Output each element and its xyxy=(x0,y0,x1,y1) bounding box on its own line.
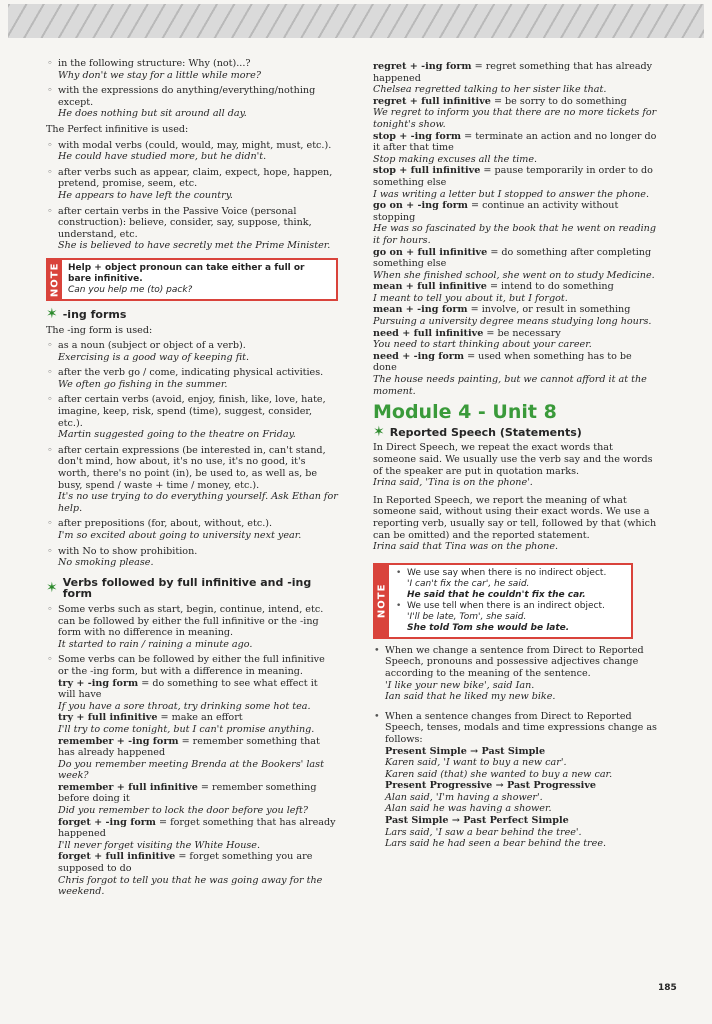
header-banner xyxy=(8,4,704,38)
star-icon: ✶ xyxy=(46,579,58,596)
list-item: ◦ Some verbs such as start, begin, continue, intend, etc. can be followed by either the full infinitive or the -ing form with no difference in meaning. It started to rain / raining a minute ago. xyxy=(46,604,338,650)
star-icon: ✶ xyxy=(46,305,58,322)
list-item: ◦ with the expressions do anything/everything/nothing except. He does nothing but sit around all day. xyxy=(46,85,338,120)
list-item: ◦ after verbs such as appear, claim, expect, hope, happen, pretend, promise, seem, etc. He appears to have left the country. xyxy=(46,167,338,202)
list-item: ◦ after certain expressions (be interested in, can't stand, don't mind, how about, it's no use, it's no good, it's worth, there's no point (in), be used to, as well as, be busy, spend / waste + time / money, etc.). It's no use trying to do everything yourself. Ask Ethan for help. xyxy=(46,445,338,515)
note-box-help: NOTE Help + object pronoun can take either a full or bare infinitive. Can you help me (to) pack? xyxy=(46,258,338,301)
module-title: Module 4 - Unit 8 xyxy=(373,401,557,424)
list-item: ◦ Some verbs can be followed by either the full infinitive or the -ing form, but with a difference in meaning. try + -ing form = do something to see what effect it will have If you have a sore throat, try drinking some hot tea. try + full infinitive = make an effort I'll try to come tonight, but I can't promise anything. remember + -ing form = remember something that has already happened Do you remember meeting Brenda at the Bookers' last week? remember + full infinitive = remember something before doing it Did you remember to lock the door before you left? forget + -ing form = forget something that has already happened I'll never forget visiting the White House. forget + full infinitive = forget something you are supposed to do Chris forgot to tell you that he was going away for the weekend. xyxy=(46,654,338,897)
section-heading-reported-speech: ✶ Reported Speech (Statements) xyxy=(373,423,582,440)
list-item: ◦ as a noun (subject or object of a verb). Exercising is a good way of keeping fit. xyxy=(46,340,338,363)
list-item: ◦ with No to show prohibition. No smoking please. xyxy=(46,546,338,569)
list-item: ◦ in the following structure: Why (not)...? Why don't we stay for a little while more? xyxy=(46,58,338,81)
list-item: • When a sentence changes from Direct to Reported Speech, tenses, modals and time expressions change as follows: Present Simple → Past Simple Karen said, 'I want to buy a new car'. Karen said (that) she wanted to buy a new car. Present Progressive → Past Progressive Alan said, 'I'm having a shower'. Alan said he was having a shower. Past Simple → Past Perfect Simple Lars said, 'I saw a bear behind the tree'. Lars said he had seen a bear behind the tree. xyxy=(373,711,657,850)
list-item: ◦ after certain verbs in the Passive Voice (personal construction): believe, consider, say, suppose, think, understand, etc. She is believed to have secretly met the Prime Minister. xyxy=(46,206,338,252)
list-item: • When we change a sentence from Direct to Reported Speech, pronouns and possessive adjectives change according to the meaning of the sentence. 'I like your new bike', said Ian. Ian said that he liked my new bike. xyxy=(373,645,657,703)
left-column: ◦ in the following structure: Why (not)...? Why don't we stay for a little while more? ◦ with the expressions do anything/everything/nothing except. He does nothing but sit around all day. The Perfect infinitive is used: ◦ with modal verbs (could, would, may, might, must, etc.). He could have studied more, but he didn't. ◦ after verbs such as appear, claim, expect, hope, happen, pretend, promise, seem, etc. He appears to have left the country. ◦ after certain verbs in the Passive Voice (personal construction): believe, consider, say, suppose, think, understand, etc. She is believed to have secretly met the Prime Minister. NOTE Help + object pronoun can take either a full or bare infinitive. Can you help me (to) pack? ✶ -ing forms The -ing form is used: ◦ as a noun (subject or object of a verb). Exercising is a good way of keeping fit. ◦ after the verb go / come, indicating physical activities. We often go fishing in the summer. ◦ after certain verbs (avoid, enjoy, finish, like, love, hate, imagine, keep, risk, spend (time), suggest, consider, etc.). Martin suggested going to the theatre on Friday. ◦ after certain expressions (be interested in, can't stand, don't mind, how about, it's no use, it's no good, it's worth, there's no point (in), be used to, as well as, be busy, spend / waste + time / money, etc.). It's no use trying to do everything yourself. Ask Ethan for help. ◦ after prepositions (for, about, without, etc.). I'm so excited about going to university next year. ◦ with No to show prohibition. No smoking please. ✶ Verbs followed by full infinitive and -ing form ◦ Some verbs such as start, begin, continue, intend, etc. can be followed by either the full infinitive or the -ing form with no difference in meaning. It started to rain / raining a minute ago. ◦ Some verbs can be followed by either the full infinitive or the -ing form, but with a difference in meaning. try + -ing form = do something to see what effect it will have If you have a sore throat, try drinking some hot tea. try + full infinitive = make an effort I'll try to come tonight, but I can't promise anything. remember + -ing form = remember something that has already happened Do you remember meeting Brenda at the Bookers' last week? remember + full infinitive = remember something before doing it Did you remember to lock the door before you left? forget + -ing form = forget something that has already happened I'll never forget visiting the White House. forget + full infinitive = forget something you are supposed to do Chris forgot to tell you that he was going away for the weekend. xyxy=(46,58,338,902)
section-heading-verbs-followed: ✶ Verbs followed by full infinitive and -ing form xyxy=(46,575,312,601)
note-tab: NOTE xyxy=(48,260,62,299)
note-tab: NOTE xyxy=(375,565,389,637)
list-item: ◦ after the verb go / come, indicating physical activities. We often go fishing in the summer. xyxy=(46,367,338,390)
right-column: regret + -ing form = regret something that has already happened Chelsea regretted talking to her sister like that. regret + full infinitive = be sorry to do something We regret to inform you that there are no more tickets for tonight's show. stop + -ing form = terminate an action and no longer do it after that time Stop making excuses all the time. stop + full infinitive = pause temporarily in order to do something else I was writing a letter but I stopped to answer the phone. go on + -ing form = continue an activity without stopping He was so fascinated by the book that he went on reading it for hours. go on + full infinitive = do something after completing something else When she finished school, she went on to study Medicine. mean + full infinitive = intend to do something I meant to tell you about it, but I forgot. mean + -ing form = involve, or result in something Pursuing a university degree means studying long hours. need + full infinitive = be necessary You need to start thinking about your career. need + -ing form = used when something has to be done The house needs painting, but we cannot afford it at the moment. Module 4 - Unit 8 ✶ Reported Speech (Statements) In Direct Speech, we repeat the exact words that someone said. We usually use the verb say and the words of the speaker are put in quotation marks. Irina said, 'Tina is on the phone'. In Reported Speech, we report the meaning of what someone said, without using their exact words. We use a reporting verb, usually say or tell, followed by that (which can be omitted) and the reported statement. Irina said that Tina was on the phone. NOTE • We use say when there is no indirect object. 'I can't fix the car', he said. He said that he couldn't fix the car. • We use tell when there is an indirect object. 'I'll be late, Tom', she said. She told Tom she would be late. • When we change a sentence from Direct to Reported Speech, pronouns and possessive adjectives change according to the meaning of the sentence. 'I like your new bike', said Ian. Ian said that he liked my new bike. • When a sentence changes from Direct to Reported Speech, tenses, modals and time expressions change as follows: Present Simple → Past Simple Karen said, 'I want to buy a new car'. Karen said (that) she wanted to buy a new car. Present Progressive → Past Progressive Alan said, 'I'm having a shower'. Alan said he was having a shower. Past Simple → Past Perfect Simple Lars said, 'I saw a bear behind the tree'. Lars said he had seen a bear behind the tree. xyxy=(373,61,657,854)
section-heading-ing-forms: ✶ -ing forms xyxy=(46,305,127,322)
list-item: ◦ after prepositions (for, about, without, etc.). I'm so excited about going to university next year. xyxy=(46,518,338,541)
page-number: 185 xyxy=(658,983,677,993)
list-item: ◦ after certain verbs (avoid, enjoy, finish, like, love, hate, imagine, keep, risk, spend (time), suggest, consider, etc.). Martin suggested going to the theatre on Friday. xyxy=(46,394,338,440)
list-item: ◦ with modal verbs (could, would, may, might, must, etc.). He could have studied more, but he didn't. xyxy=(46,140,338,163)
star-icon: ✶ xyxy=(373,423,385,440)
note-box-say-tell: NOTE • We use say when there is no indirect object. 'I can't fix the car', he said. He said that he couldn't fix the car. • We use tell when there is an indirect object. 'I'll be late, Tom', she said. She told Tom she would be late. xyxy=(373,563,633,639)
perfect-infinitive-heading: The Perfect infinitive is used: xyxy=(46,123,189,135)
